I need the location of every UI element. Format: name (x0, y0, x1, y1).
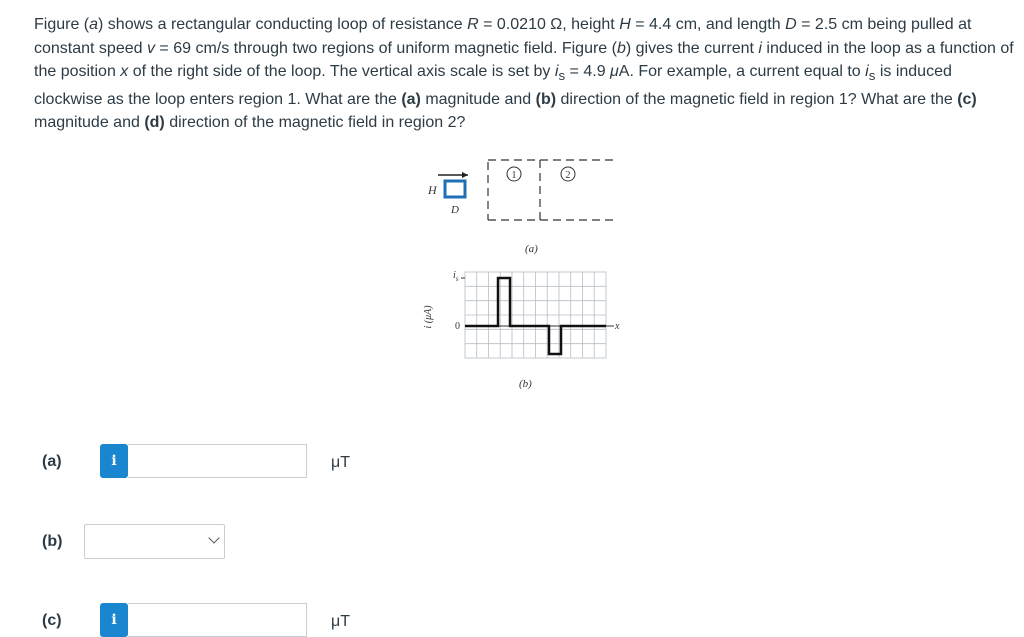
arrow-right-icon (462, 172, 468, 178)
question-text: Figure (a) shows a rectangular conducting loop of resistance R = 0.0210 Ω, height H = 4.4 cm, and length D = 2.5 cm being pulled at constant speed v = 69 cm/s through two regions of uniform magnetic field. Figure (b) gives the current i induced in the loop as a function of the position x of the right side of the loop. The vertical axis scale is set by $i_s = 4.9$ μA. For example, a current equal to $i_s$ is induced clockwise as the loop enters region 1. What are the (a) magnitude and (b) direction of the magnetic field in region 1? What are the (c) magnitude and (d) direction of the magnetic field in region 2? (34, 16, 1014, 132)
chevron-down-icon (208, 532, 219, 543)
answer-a-input[interactable] (128, 444, 307, 478)
caption-b: (b) (519, 378, 532, 390)
y-axis-label: i (μA) (423, 305, 434, 329)
answer-b-select[interactable] (84, 524, 225, 559)
graph-grid (465, 272, 606, 358)
caption-a: (a) (525, 243, 538, 255)
answer-a-unit: μT (331, 454, 350, 471)
info-icon[interactable]: i (100, 444, 128, 478)
answer-c-unit: μT (331, 613, 350, 630)
figure-b (423, 270, 620, 390)
info-icon[interactable]: i (100, 603, 128, 637)
answer-b-label: (b) (42, 533, 63, 550)
figure-a (427, 160, 618, 255)
region2-label: 2 (565, 170, 571, 181)
figure-svg (418, 150, 628, 400)
label-h: H (428, 183, 437, 197)
physics-figure (418, 150, 628, 400)
label-is: $i_s$ (453, 270, 459, 283)
region1-label: 1 (511, 170, 517, 181)
label-x: x (615, 321, 620, 332)
answer-c-input[interactable] (128, 603, 307, 637)
label-d: D (451, 204, 459, 216)
answer-c-label: (c) (42, 612, 62, 629)
answer-a-label: (a) (42, 453, 62, 470)
label-zero: 0 (455, 321, 460, 332)
conducting-loop (445, 181, 465, 197)
